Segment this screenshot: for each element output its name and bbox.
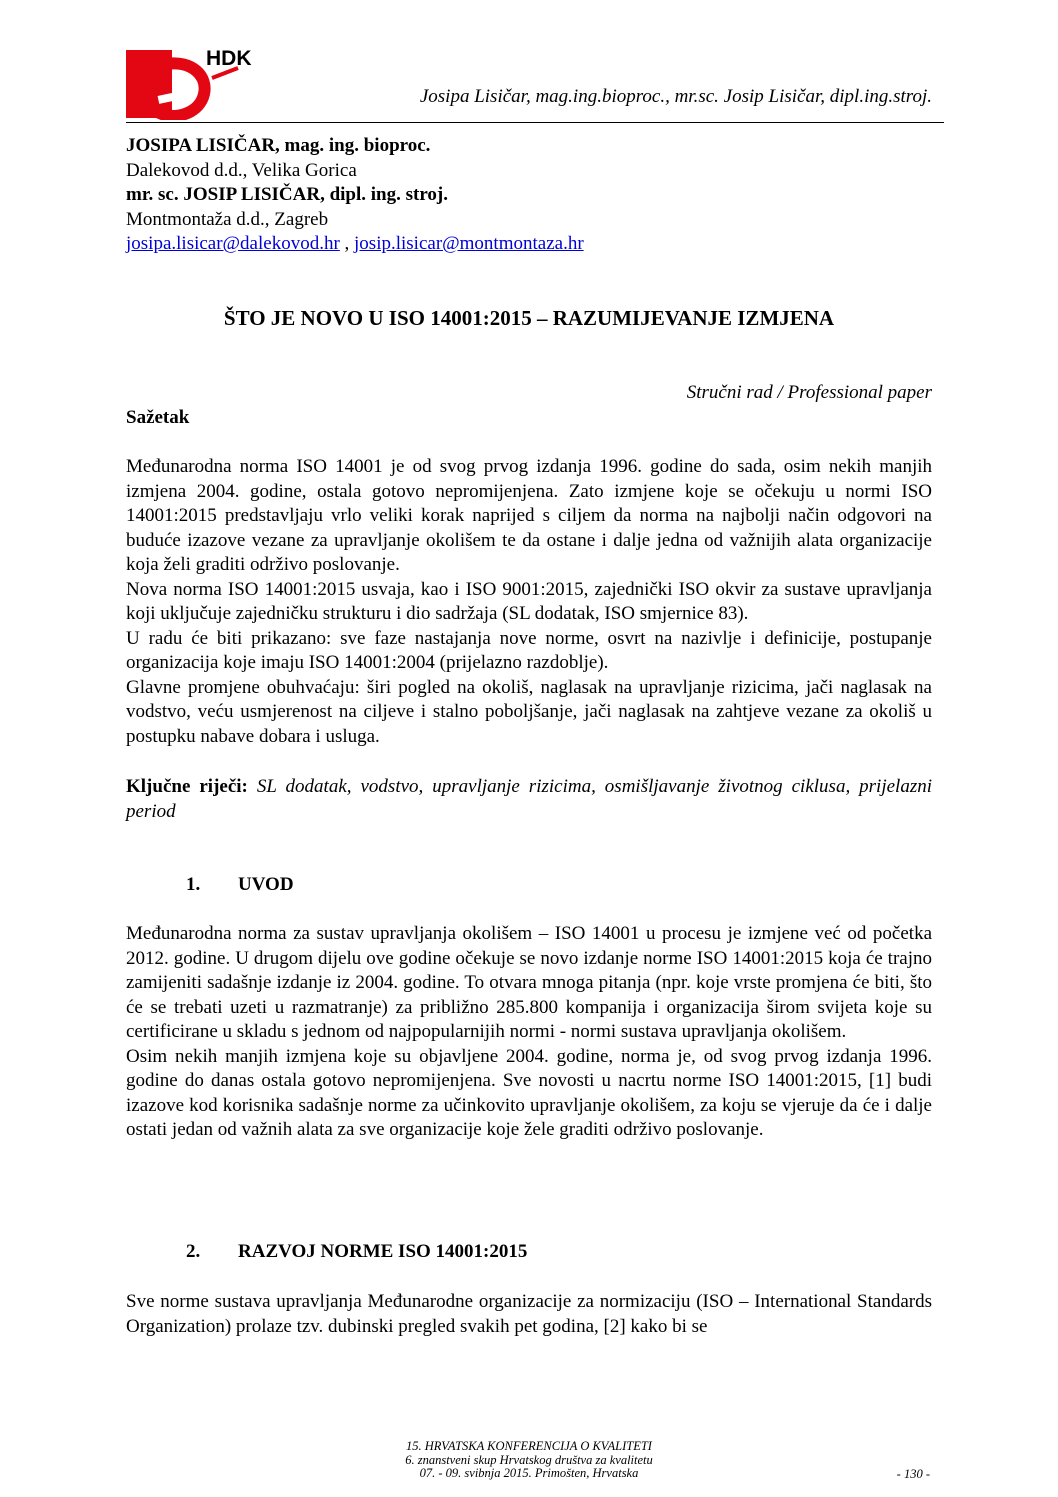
keywords: [126, 775, 932, 824]
section-number: 1.: [186, 874, 201, 895]
abstract-heading: Sažetak: [126, 407, 190, 428]
section-body: [126, 922, 932, 1143]
paper-title: ŠTO JE NOVO U ISO 14001:2015 – RAZUMIJEVANJE IZMJENA: [223, 306, 835, 330]
running-header: Josipa Lisičar, mag.ing.bioproc., mr.sc. Josip Lisičar, dipl.ing.stroj.: [419, 86, 932, 107]
logo-text: HDK: [206, 48, 252, 70]
email-separator: ,: [339, 233, 355, 254]
abstract-paragraph: Nova norma ISO 14001:2015 usvaja, kao i ISO 9001:2015, zajednički ISO okvir za sustave upravljanja koji uključuje zajedničku strukturu i dio sadržaja (SL dodatak, ISO smjernice 83).: [126, 578, 932, 624]
email-link-1[interactable]: josipa.lisicar@dalekovod.hr: [126, 233, 340, 254]
footer-conference: 15. HRVATSKA KONFERENCIJA O KVALITETI: [406, 1439, 652, 1453]
footer-society: 6. znanstveni skup Hrvatskog društva za kvalitetu: [405, 1452, 653, 1467]
abstract-paragraph: Glavne promjene obuhvaćaju: širi pogled na okoliš, naglasak na upravljanje rizicima, jači naglasak na vodstvo, veću usmjerenost na ciljeve i stalno poboljšanje, jači naglasak na zahtjeve vezane za okoliš u postupku nabave dobara i usluga.: [126, 676, 932, 747]
section-title: UVOD: [238, 874, 294, 895]
email-line: [126, 232, 584, 257]
header-divider: [126, 122, 944, 123]
paper-type: Stručni rad / Professional paper: [686, 382, 932, 403]
page-footer: [126, 1440, 932, 1481]
author2-affiliation: Montmontaža d.d., Zagreb: [126, 208, 329, 230]
abstract-paragraph: Međunarodna norma ISO 14001 je od svog prvog izdanja 1996. godine do sada, osim nekih manjih izmjena 2004. godine, ostala gotovo nepromijenjena. Zato izmjene koje se očekuju u normi ISO 14001:2015 predstavljaju vrlo veliki korak naprijed s ciljem da norma na najbolji način odgovori na buduće izazove vezane za upravljanje okolišem te da ostane i dalje jedna od važnijih alata organizacije koja želi graditi održivo poslovanje.: [126, 456, 932, 575]
abstract-body: [126, 455, 932, 749]
keywords-list: SL dodatak, vodstvo, upravljanje rizicima, osmišljavanje životnog ciklusa, prijelazni period: [126, 776, 933, 822]
keywords-label: Ključne riječi:: [126, 776, 248, 797]
section-heading: [186, 1241, 527, 1263]
authors-block: [126, 134, 584, 257]
body-paragraph: Međunarodna norma za sustav upravljanja okolišem – ISO 14001 u procesu je izmjene već od početka 2012. godine. U drugom dijelu ove godine očekuje se novo izdanje norme ISO 14001:2015 koja će trajno zamijeniti sadašnje izdanje iz 2004. godine. To otvara mnoga pitanja (npr. koje vrste promjena će biti, što će se trebati uzeti u razmatranje) za približno 285.800 kompanija i organizacija širom svijeta koje su certificirane u skladu s jednom od najpopularnijih normi - normi sustava upravljanja okolišem.: [126, 923, 932, 1042]
section-heading: [186, 874, 294, 896]
body-paragraph: Sve norme sustava upravljanja Međunarodne organizacije za normizaciju (ISO – International Standards Organization) prolaze tzv. dubinski pregled svakih pet godina, [2] kako bi se: [126, 1291, 932, 1337]
section-title: RAZVOJ NORME ISO 14001:2015: [238, 1241, 528, 1262]
section-number: 2.: [186, 1241, 201, 1262]
email-link-2[interactable]: josip.lisicar@montmontaza.hr: [354, 233, 584, 254]
author2-name: mr. sc. JOSIP LISIČAR, dipl. ing. stroj.: [126, 184, 449, 205]
abstract-paragraph: U radu će biti prikazano: sve faze nastajanja nove norme, osvrt na nazivlje i definicije, postupanje organizacija koje imaju ISO 14001:2004 (prijelazno razdoblje).: [126, 627, 932, 673]
hdk-logo: [126, 48, 282, 120]
page-number: - 130 -: [896, 1467, 930, 1481]
author1-name: JOSIPA LISIČAR, mag. ing. bioproc.: [126, 135, 431, 156]
author1-affiliation: Dalekovod d.d., Velika Gorica: [126, 159, 357, 181]
section-body: [126, 1290, 932, 1339]
body-paragraph: Osim nekih manjih izmjena koje su objavljene 2004. godine, norma je, od svog prvog izdanja 1996. godine do danas ostala gotovo nepromijenjena. Sve novosti u nacrtu norme ISO 14001:2015, [1] budi izazove kod korisnika sadašnje norme za učinkovito upravljanje okolišem, za koju se vjeruje da će i dalje ostati jedan od važnih alata za sve organizacije koje žele graditi održivo poslovanje.: [126, 1045, 932, 1140]
footer-date-place: 07. - 09. svibnja 2015. Primošten, Hrvatska: [419, 1466, 639, 1480]
